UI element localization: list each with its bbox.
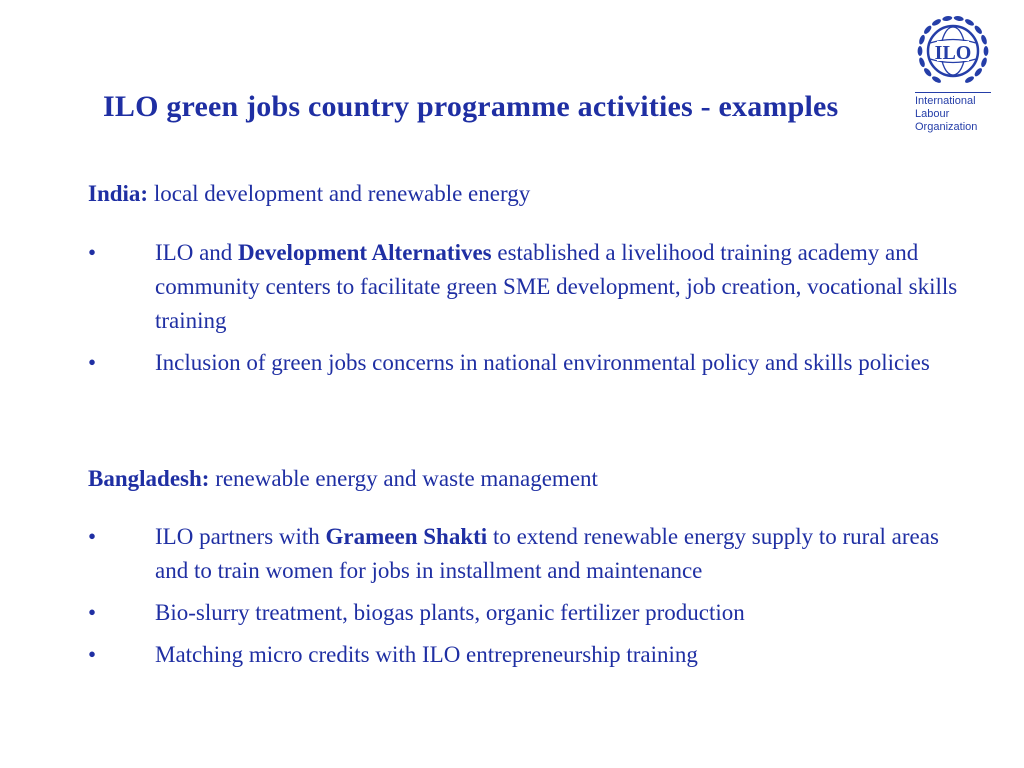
bullet-icon: • (88, 600, 97, 625)
bullet-list-bangladesh (88, 520, 968, 680)
slide-title: ILO green jobs country programme activities - examples (103, 90, 839, 123)
ilo-emblem-icon (915, 14, 991, 88)
bullet-bold-text: Grameen Shakti (325, 524, 488, 549)
list-item (88, 520, 968, 588)
section-heading-text: local development and renewable energy (148, 181, 531, 206)
bullet-text: Matching micro credits with ILO entrepreneurship training (155, 642, 698, 667)
bullet-text: established a livelihood training academy and community centers to facilitate green SME development, job creation, vocational skills training (155, 240, 958, 333)
ilo-logo (915, 14, 991, 136)
bullet-text: Bio-slurry treatment, biogas plants, organic fertilizer production (155, 600, 745, 625)
bullet-bold-text: Development Alternatives (238, 240, 492, 265)
org-name (915, 95, 991, 134)
bullet-icon: • (88, 240, 97, 265)
org-name-line: Labour (915, 108, 950, 120)
ilo-emblem-text: ILO (934, 42, 972, 64)
bullet-icon: • (88, 642, 97, 667)
section-heading-bangladesh (88, 465, 968, 493)
section-heading-label: India: (88, 181, 149, 206)
bullet-list-india (88, 236, 968, 388)
section-heading-text: renewable energy and waste management (209, 466, 598, 491)
bullet-icon: • (88, 350, 97, 375)
bullet-text: to extend renewable energy supply to rural areas and to train women for jobs in installment and maintenance (155, 524, 939, 583)
list-item (88, 638, 968, 672)
bullet-text: Inclusion of green jobs concerns in national environmental policy and skills policies (155, 350, 930, 375)
list-item (88, 596, 968, 630)
org-name-line: International (915, 95, 976, 107)
section-heading-label: Bangladesh: (88, 466, 210, 491)
bullet-text: ILO and (155, 240, 239, 265)
section-heading-india (88, 180, 968, 208)
bullet-text: ILO partners with (155, 524, 326, 549)
logo-divider (915, 92, 991, 93)
list-item (88, 346, 968, 380)
org-name-line: Organization (915, 121, 978, 133)
list-item (88, 236, 968, 338)
bullet-icon: • (88, 524, 97, 549)
